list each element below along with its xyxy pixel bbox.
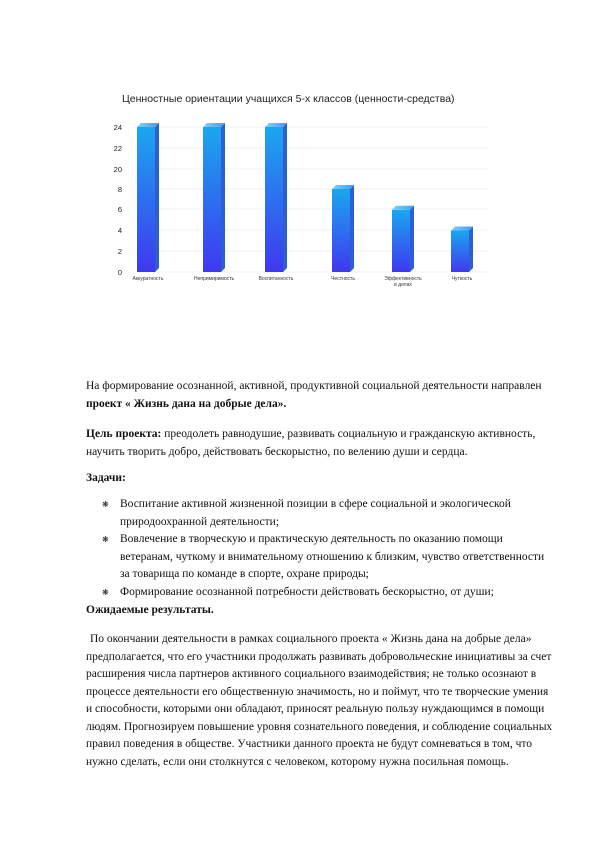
bar-front [203,127,221,272]
bar-side [410,206,414,272]
goal-text: преодолеть равнодушие, развивать социальную и гражданскую активность, научить творить добро, действовать бескорыстно, по велению души и сердца. [86,428,536,458]
bar-front [332,189,350,272]
bar-side [221,123,225,272]
tasks-list [86,496,556,601]
chart-y-axis [114,123,122,277]
chart-bar [392,206,414,272]
chart-title: Ценностные ориентации учащихся 5-х классов (ценности-средства) [122,93,455,105]
list-item [86,496,556,531]
list-item [86,584,556,602]
chart-bar [332,185,354,272]
bar-side [469,227,473,273]
bullet-icon: ❋ [102,500,109,509]
x-tick-label: Чуткость [451,276,473,282]
intro-text: На формирование осознанной, активной, продуктивной социальной деятельности направлен [86,380,542,392]
bullet-icon: ❋ [102,535,109,544]
bullet-icon: ❋ [102,587,109,597]
x-tick-label: Честность [331,276,355,282]
y-tick-label: 0 [117,268,122,277]
chart-bar [203,123,225,272]
chart-bar [451,227,473,273]
x-tick-label: Аккуратность [132,276,164,282]
x-tick-label: Воспитанность [258,276,294,282]
bar-side [283,123,287,272]
y-tick-label: 4 [117,226,122,235]
project-name: проект « Жизнь дана на добрые дела». [86,397,287,410]
y-tick-label: 24 [113,123,122,132]
chart-bar [137,123,159,272]
results-paragraph: По окончании деятельности в рамках социального проекта « Жизнь дана на добрые дела» предполагается, что его участники продолжать развивать добровольческие инициативы за счет расширения числа партнеров активного социального взаимодействия; не только осознают в процессе деятельности его общественную значимость, но и поймут, что те творческие умения и способности, которыми они обладают, приносят реальную пользу нуждающимся в помощи людям. Прогнозируем повышение уровня сознательного поведения, и соблюдение социальных правил поведения в обществе. Участники данного проекта не будут сомневаться в том, что нужно сделать, если они столкнутся с человеком, которому нужна посильная помощь. [86,633,553,768]
x-tick-label: Эффективность [384,276,422,282]
bar-side [155,123,159,272]
y-tick-label: 20 [113,165,122,174]
chart-bars [137,123,473,272]
task-text: Вовлечение в творческую и практическую деятельность по оказанию помощи ветеранам, чуткому и внимательному отношению к близким, чувство ответственности за товарища по команде в спорте, охране природы; [120,533,545,580]
bar-front [451,231,469,273]
list-item [86,531,556,584]
y-tick-label: 22 [113,144,122,153]
y-tick-label: 6 [117,205,122,214]
task-text: Воспитание активной жизненной позиции в сфере социальной и экологической природоохранной деятельности; [120,498,511,528]
bar-front [265,127,283,272]
bar-side [350,185,354,272]
intro-paragraph [86,378,556,413]
y-tick-label: 8 [117,185,122,194]
chart-x-axis [133,276,473,288]
task-text: Формирование осознанной потребности действовать бескорыстно, от души; [120,585,494,598]
goal-label: Цель проекта: [86,428,162,440]
results-heading: Ожидаемые результаты. [86,604,214,616]
chart-bar [265,123,287,272]
bar-chart [100,82,500,294]
bar-front [137,127,155,272]
tasks-heading: Задачи: [86,472,126,484]
chart-gridlines [138,127,488,272]
x-tick-label: в делах [394,282,412,288]
y-tick-label: 2 [117,247,122,256]
x-tick-label: Непримиримость [193,276,235,282]
goal-paragraph [86,426,556,461]
bar-front [392,210,410,272]
